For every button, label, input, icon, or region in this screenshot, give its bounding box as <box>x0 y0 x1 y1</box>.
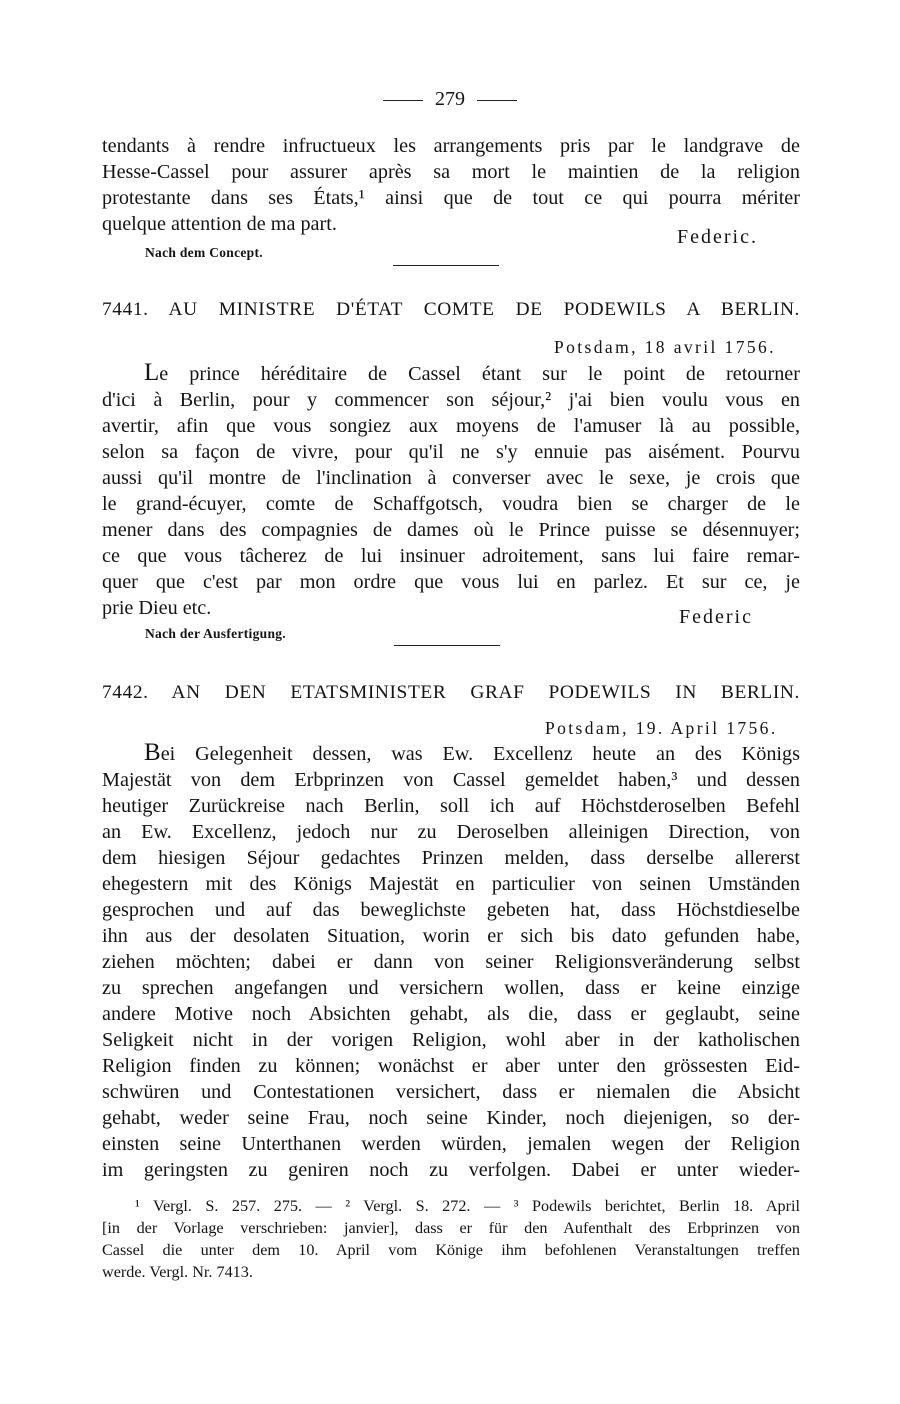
footnote-line: ¹ Vergl. S. 257. 275. — ² Vergl. S. 272. — ³ Podewils berichtet, Berlin 18. April <box>135 1197 800 1215</box>
text-line: d'ici à Berlin, pour y commencer son séjour,² j'ai bien voulu vous en <box>102 389 800 411</box>
dateline: Potsdam, 18 avril 1756. <box>554 337 776 357</box>
text-line: Majestät von dem Erbprinzen von Cassel gemeldet haben,³ und dessen <box>102 769 800 791</box>
text-line: ihn aus der desolaten Situation, worin er sich bis dato gefunden habe, <box>102 925 800 947</box>
text-line: ehegestern mit des Königs Majestät en particulier von seinen Umständen <box>102 873 800 895</box>
section-divider <box>394 645 500 646</box>
text-line: mener dans des compagnies de dames où le Prince puisse se désennuyer; <box>102 519 800 541</box>
text-line: quer que c'est par mon ordre que vous lui en parlez. Et sur ce, je <box>102 571 800 593</box>
letter-heading: 7442. AN DEN ETATSMINISTER GRAF PODEWILS IN BERLIN. <box>102 682 800 703</box>
text-line: quelque attention de ma part. <box>102 213 337 235</box>
text-line: schwüren und Contestationen versichert, dass er niemalen die Absicht <box>102 1081 800 1103</box>
signature: Federic. <box>677 226 758 248</box>
footnote-line: werde. Vergl. Nr. 7413. <box>102 1263 253 1281</box>
text-line: gehabt, weder seine Frau, noch seine Kinder, noch diejenigen, so der- <box>102 1107 800 1129</box>
source-note: Nach dem Concept. <box>145 245 263 260</box>
text-line: protestante dans ses États,¹ ainsi que de tout ce qui pourra mériter <box>102 187 800 209</box>
text-line: einsten seine Unterthanen werden würden, jemalen wegen der Religion <box>102 1133 800 1155</box>
text-line: Hesse-Cassel pour assurer après sa mort le maintien de la religion <box>102 161 800 183</box>
text-line: Seligkeit nicht in der vorigen Religion, wohl aber in der katholischen <box>102 1029 800 1051</box>
source-note: Nach der Ausfertigung. <box>145 626 286 641</box>
letter-body <box>102 741 800 1183</box>
text-line: im geringsten zu geniren noch zu verfolgen. Dabei er unter wieder- <box>102 1159 800 1181</box>
text-line: zu sprechen angefangen und versichern wollen, dass er keine einzige <box>102 977 800 999</box>
text-line: aussi qu'il montre de l'inclination à converser avec le sexe, je crois que <box>102 467 800 489</box>
drop-capital: L <box>144 359 160 386</box>
text-line <box>102 741 800 767</box>
dateline: Potsdam, 19. April 1756. <box>545 718 778 738</box>
signature: Federic <box>679 606 753 628</box>
text-line: le grand-écuyer, comte de Schaffgotsch, voudra bien se charger de le <box>102 493 800 515</box>
page-header <box>0 88 900 111</box>
text-line: avertir, afin que vous songiez aux moyens de l'amuser là au possible, <box>102 415 800 437</box>
text-line: an Ew. Excellenz, jedoch nur zu Deroselben alleinigen Direction, von <box>102 821 800 843</box>
text-line: ziehen möchten; dabei er dann von seiner Religionsveränderung selbst <box>102 951 800 973</box>
drop-capital: B <box>144 739 161 766</box>
text-line: selon sa façon de vivre, pour qu'il ne s'y ennuie pas aisément. Pourvu <box>102 441 800 463</box>
section-divider <box>393 265 499 266</box>
continuation-text <box>102 133 800 237</box>
footnote-line: [in der Vorlage verschrieben: janvier], dass er für den Aufenthalt des Erbprinzen von <box>102 1219 800 1237</box>
letter-body <box>102 361 800 621</box>
text-line: heutiger Zurückreise nach Berlin, soll ich auf Höchstderoselben Befehl <box>102 795 800 817</box>
text-line-rest: ei Gelegenheit dessen, was Ew. Excellenz heute an des Königs <box>160 743 800 765</box>
text-line: dem hiesigen Séjour gedachtes Prinzen melden, dass derselbe allererst <box>102 847 800 869</box>
text-line: prie Dieu etc. <box>102 597 212 619</box>
text-line: ce que vous tâcherez de lui insinuer adroitement, sans lui faire remar- <box>102 545 800 567</box>
footnotes <box>102 1195 800 1283</box>
text-line: tendants à rendre infructueux les arrangements pris par le landgrave de <box>102 135 800 157</box>
text-line-rest: e prince héréditaire de Cassel étant sur le point de retourner <box>159 363 800 385</box>
text-line <box>102 361 800 387</box>
page-number: 279 <box>435 88 465 110</box>
header-rule-right <box>477 100 517 101</box>
footnote-line: Cassel die unter dem 10. April vom Könige ihm befohlenen Veranstaltungen treffen <box>102 1241 800 1259</box>
text-line: gesprochen und auf das beweglichste gebeten hat, dass Höchstdieselbe <box>102 899 800 921</box>
text-line: Religion finden zu können; wonächst er aber unter den grössesten Eid- <box>102 1055 800 1077</box>
header-rule-left <box>383 100 423 101</box>
letter-heading: 7441. AU MINISTRE D'ÉTAT COMTE DE PODEWILS A BERLIN. <box>102 299 800 320</box>
text-line: andere Motive noch Absichten gehabt, als die, dass er geglaubt, seine <box>102 1003 800 1025</box>
